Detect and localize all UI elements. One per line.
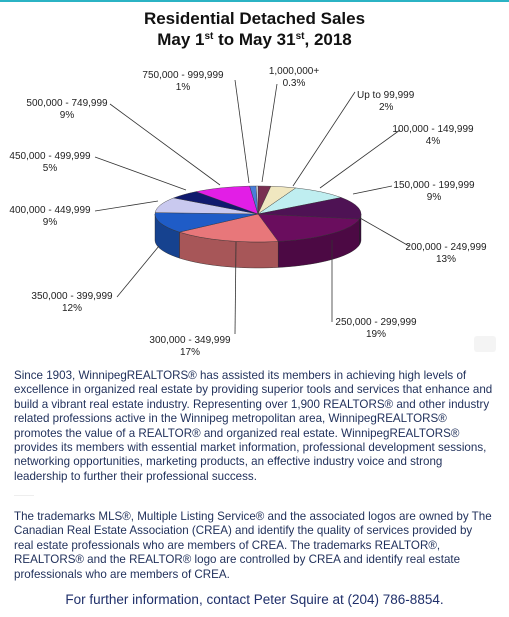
leader-line-3 [360,218,409,246]
slice-label-6: 350,000 - 399,999 [31,291,113,302]
divider [14,495,34,496]
slice-label-5: 300,000 - 349,999 [149,335,231,346]
slice-percent-7: 9% [42,217,58,228]
leader-line-9 [110,104,220,185]
pie-slices [155,186,361,242]
slice-percent-11: 0.3% [282,78,306,89]
slice-label-8: 450,000 - 499,999 [9,151,91,162]
slice-label-4: 250,000 - 299,999 [335,317,417,328]
title-ordinal-1: st [204,31,214,42]
slice-percent-3: 13% [435,254,457,265]
leader-line-8 [95,157,186,190]
slice-label-11: 1,000,000+ [268,66,320,77]
leader-line-0 [293,92,355,186]
slice-percent-4: 19% [365,329,387,340]
slice-percent-0: 2% [379,102,394,113]
corner-widget [474,336,496,352]
title-date-mid: to May 31 [213,30,296,49]
title-ordinal-2: st [295,31,305,42]
title-year: , 2018 [304,30,352,49]
slice-percent-5: 17% [179,347,201,358]
leader-line-1 [320,130,400,188]
slice-label-1: 100,000 - 149,999 [392,124,474,135]
title-date-start: May 1 [157,30,205,49]
leader-line-2 [353,186,392,194]
leader-line-6 [117,246,159,297]
slice-percent-9: 9% [59,110,75,121]
slice-percent-1: 4% [425,136,441,147]
about-paragraph: Since 1903, WinnipegREALTORS® has assisted its members in achieving high levels of excellence in organized real estate by providing superior tools and services that enhance and build a vibrant real estate industry. Representing over 1,900 REALTORS® and other industry related professions active in the Winnipeg metropolitan area, WinnipegREALTORS® promotes the value of a REALTOR® and organized real estate. WinnipegREALTORS® provides its members with essential market information, professional development sessions, networking opportunities, marketing products, an effective industry voice and strong leadership to further their professional success. [14,369,493,483]
slice-percent-2: 9% [426,192,442,203]
slice-label-9: 500,000 - 749,999 [26,98,108,109]
slice-label-7: 400,000 - 449,999 [9,205,91,216]
slice-label-0: Up to 99,999 [357,90,415,101]
leader-line-7 [95,201,158,211]
slice-percent-8: 5% [42,163,58,174]
leader-line-10 [235,80,249,183]
contact-line: For further information, contact Peter Squire at (204) 786-8854. [65,592,444,607]
slice-percent-6: 12% [61,303,83,314]
slice-percent-10: 1% [175,82,191,93]
slice-label-2: 150,000 - 199,999 [393,180,475,191]
slice-label-3: 200,000 - 249,999 [405,242,487,253]
trademarks-paragraph: The trademarks MLS®, Multiple Listing Service® and the associated logos are owned by The Canadian Real Estate Association (CREA) and identify the quality of services provided by real estate professionals who are members of CREA. The trademarks REALTOR®, REALTORS® and the REALTOR® logo are controlled by CREA and identify real estate professionals who are members of CREA. [14,510,492,581]
leader-line-11 [262,84,277,182]
chart-title-line1: Residential Detached Sales [143,9,366,28]
slice-label-10: 750,000 - 999,999 [142,70,224,81]
